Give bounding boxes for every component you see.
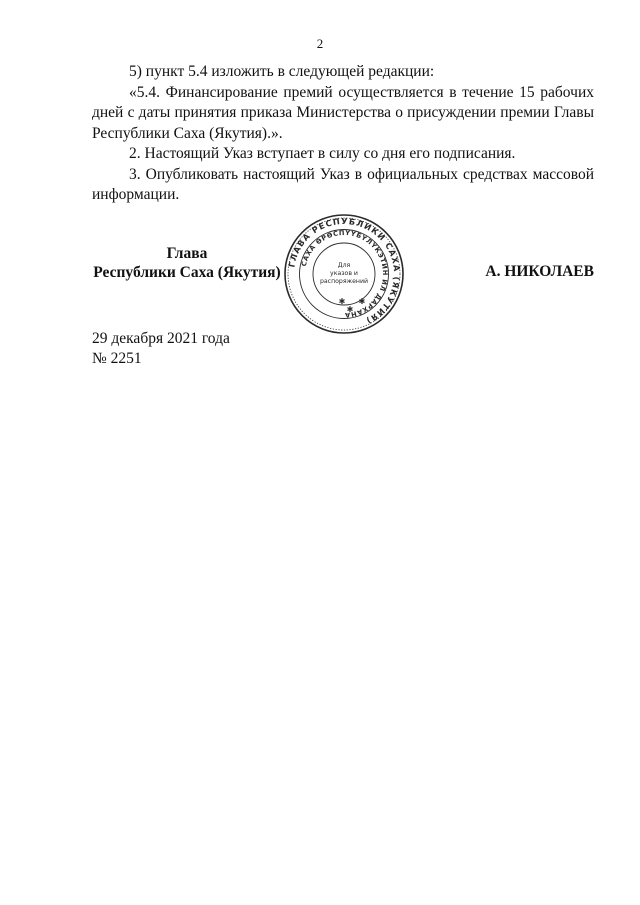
page-number: 2 [316,36,324,51]
seal-star-icon: ✱ [358,297,366,306]
paragraph-amendment-text: «5.4. Финансирование премий осуществляется в течение 15 рабочих дней с даты принятия приказа Министерства о присуждении премии Главы Республики Саха (Якутия).». [92,83,594,142]
official-seal [282,212,406,336]
seal-outer-text: ГЛАВА РЕСПУБЛИКИ САХА (ЯКУТИЯ) [286,215,403,327]
paragraph-publication: 3. Опубликовать настоящий Указ в официальных средствах массовой информации. [92,165,594,203]
document-meta [92,329,230,369]
document-body [92,62,594,206]
seal-inner-text: САХА ӨРӨСПҮҮБҮЛҮКЭТИН ИЛ ДАРХАНА [299,228,390,320]
signatory-title [92,244,282,282]
document-number: № 2251 [92,350,142,367]
seal-center-line2: указов и [330,270,358,277]
seal-star-icon: ✱ [338,297,346,306]
document-date: 29 декабря 2021 года [92,330,230,347]
seal-star-icon: ✱ [346,305,354,314]
paragraph-effective-date: 2. Настоящий Указ вступает в силу со дня его подписания. [129,145,516,162]
seal-center-line3: распоряжений [319,278,369,285]
seal-center-line1: Для [337,262,351,269]
signature-block [92,215,594,328]
paragraph-amendment-intro: 5) пункт 5.4 изложить в следующей редакции: [129,63,435,80]
signatory-title-line1: Глава [166,245,208,262]
seal-graphic [282,212,406,336]
signatory-name: А. НИКОЛАЕВ [485,263,594,280]
signatory-title-line2: Республики Саха (Якутия) [93,264,281,281]
